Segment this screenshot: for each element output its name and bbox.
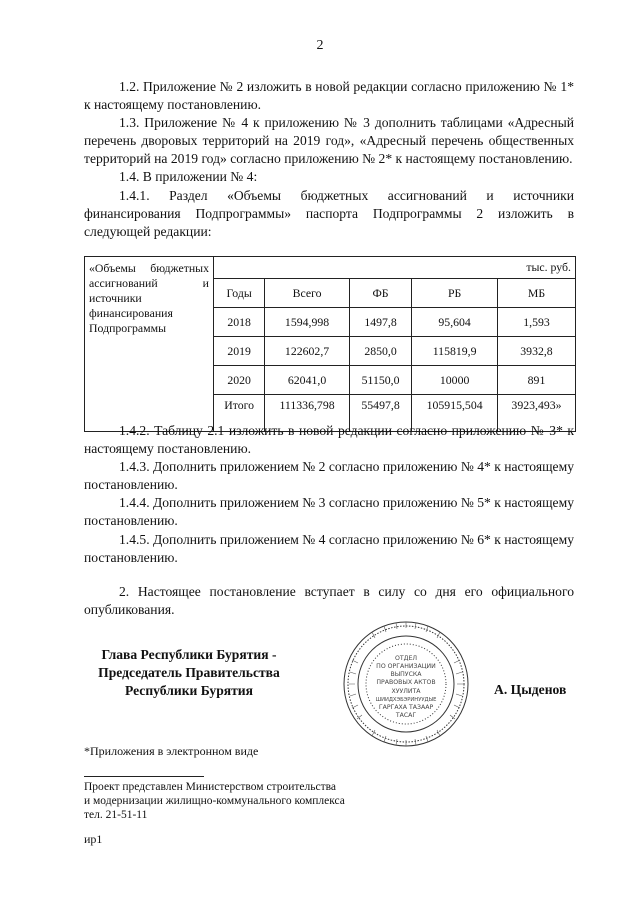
table-cell: 111336,798 xyxy=(265,395,350,432)
header-cell: Годы xyxy=(214,279,265,308)
table-cell: 1497,8 xyxy=(349,308,411,337)
attachments-note: *Приложения в электронном виде xyxy=(84,744,259,758)
document-code: ир1 xyxy=(84,832,103,846)
paragraph-1-4-2: 1.4.2. Таблицу 2.1 изложить в новой редакции согласно приложению № 3* к настоящему постановлению. xyxy=(84,423,574,457)
footer-line: тел. 21-51-11 xyxy=(84,809,148,821)
paragraph-1-2: 1.2. Приложение № 2 изложить в новой редакции согласно приложению № 1* к настоящему постановлению. xyxy=(84,79,574,113)
signatory-name: А. Цыденов xyxy=(494,682,567,697)
table-cell: 1594,998 xyxy=(265,308,350,337)
footer-line: и модернизации жилищно-коммунального комплекса xyxy=(84,795,345,807)
unit-label: тыс. руб. xyxy=(214,257,576,279)
paragraph-1-4: 1.4. В приложении № 4: xyxy=(119,169,258,185)
signatory-title-line: Глава Республики Бурятия - xyxy=(101,647,277,662)
svg-text:ТАСАГ: ТАСАГ xyxy=(395,712,417,719)
table-cell: 1,593 xyxy=(498,308,576,337)
table-cell: 2850,0 xyxy=(349,337,411,366)
header-cell: РБ xyxy=(412,279,498,308)
official-seal xyxy=(342,620,470,748)
paragraph-1-3: 1.3. Приложение № 4 к приложению № 3 дополнить таблицами «Адресный перечень дворовых территорий на 2019 год», «Адресный перечень общественных территорий на 2019 год» согласно приложению № 2* к настоящему постановлению. xyxy=(84,115,574,167)
footer-info xyxy=(84,780,345,822)
table-cell: 51150,0 xyxy=(349,366,411,395)
table-cell: 3923,493» xyxy=(498,395,576,432)
body-top xyxy=(84,78,574,241)
page-number: 2 xyxy=(316,38,324,53)
table-cell: 2018 xyxy=(214,308,265,337)
table-cell: 115819,9 xyxy=(412,337,498,366)
svg-text:ПРАВОВЫХ АКТОВ: ПРАВОВЫХ АКТОВ xyxy=(376,679,436,686)
table-cell: 2020 xyxy=(214,366,265,395)
svg-text:ПО ОРГАНИЗАЦИИ: ПО ОРГАНИЗАЦИИ xyxy=(376,663,436,670)
svg-text:ОТДЕЛ: ОТДЕЛ xyxy=(394,655,418,662)
header-cell: Всего xyxy=(265,279,350,308)
table-cell: 891 xyxy=(498,366,576,395)
header-cell: ФБ xyxy=(349,279,411,308)
svg-text:ХУУЛИТА: ХУУЛИТА xyxy=(391,688,421,695)
finance-label: «Объемы бюджетных ассигнований и источники финансирования Подпрограммы xyxy=(85,257,214,432)
table-cell: 122602,7 xyxy=(265,337,350,366)
signatory-title-line: Республики Бурятия xyxy=(124,683,253,698)
table-cell: 55497,8 xyxy=(349,395,411,432)
svg-text:ГАРГАХА ТАЗААР: ГАРГАХА ТАЗААР xyxy=(378,704,434,711)
paragraph-1-4-3: 1.4.3. Дополнить приложением № 2 согласно приложению № 4* к настоящему постановлению. xyxy=(84,459,574,493)
paragraph-1-4-4: 1.4.4. Дополнить приложением № 3 согласно приложению № 5* к настоящему постановлению. xyxy=(84,495,574,529)
table-cell: 2019 xyxy=(214,337,265,366)
table-cell: 3932,8 xyxy=(498,337,576,366)
svg-text:ВЫПУСКА: ВЫПУСКА xyxy=(390,671,422,678)
header-cell: МБ xyxy=(498,279,576,308)
table-cell: 62041,0 xyxy=(265,366,350,395)
svg-text:ШИИДХЭБЭРИНУУДЫЕ: ШИИДХЭБЭРИНУУДЫЕ xyxy=(375,697,437,703)
signatory-title-line: Председатель Правительства xyxy=(98,665,280,680)
paragraph-1-4-5: 1.4.5. Дополнить приложением № 4 согласно приложению № 6* к настоящему постановлению. xyxy=(84,531,574,565)
table-cell: 105915,504 xyxy=(412,395,498,432)
table-cell: 10000 xyxy=(412,366,498,395)
paragraph-2: 2. Настоящее постановление вступает в силу со дня его официального опубликования. xyxy=(84,583,574,617)
body-bottom xyxy=(84,422,574,619)
paragraph-1-4-1: 1.4.1. Раздел «Объемы бюджетных ассигнований и источники финансирования Подпрограммы» паспорта Подпрограммы 2 изложить в следующей редакции: xyxy=(84,187,574,239)
table-cell: Итого xyxy=(214,395,265,432)
footer-divider xyxy=(84,776,204,777)
finance-table xyxy=(84,256,576,432)
table-cell: 95,604 xyxy=(412,308,498,337)
footer-line: Проект представлен Министерством строительства xyxy=(84,781,337,793)
signatory-title xyxy=(84,646,294,700)
